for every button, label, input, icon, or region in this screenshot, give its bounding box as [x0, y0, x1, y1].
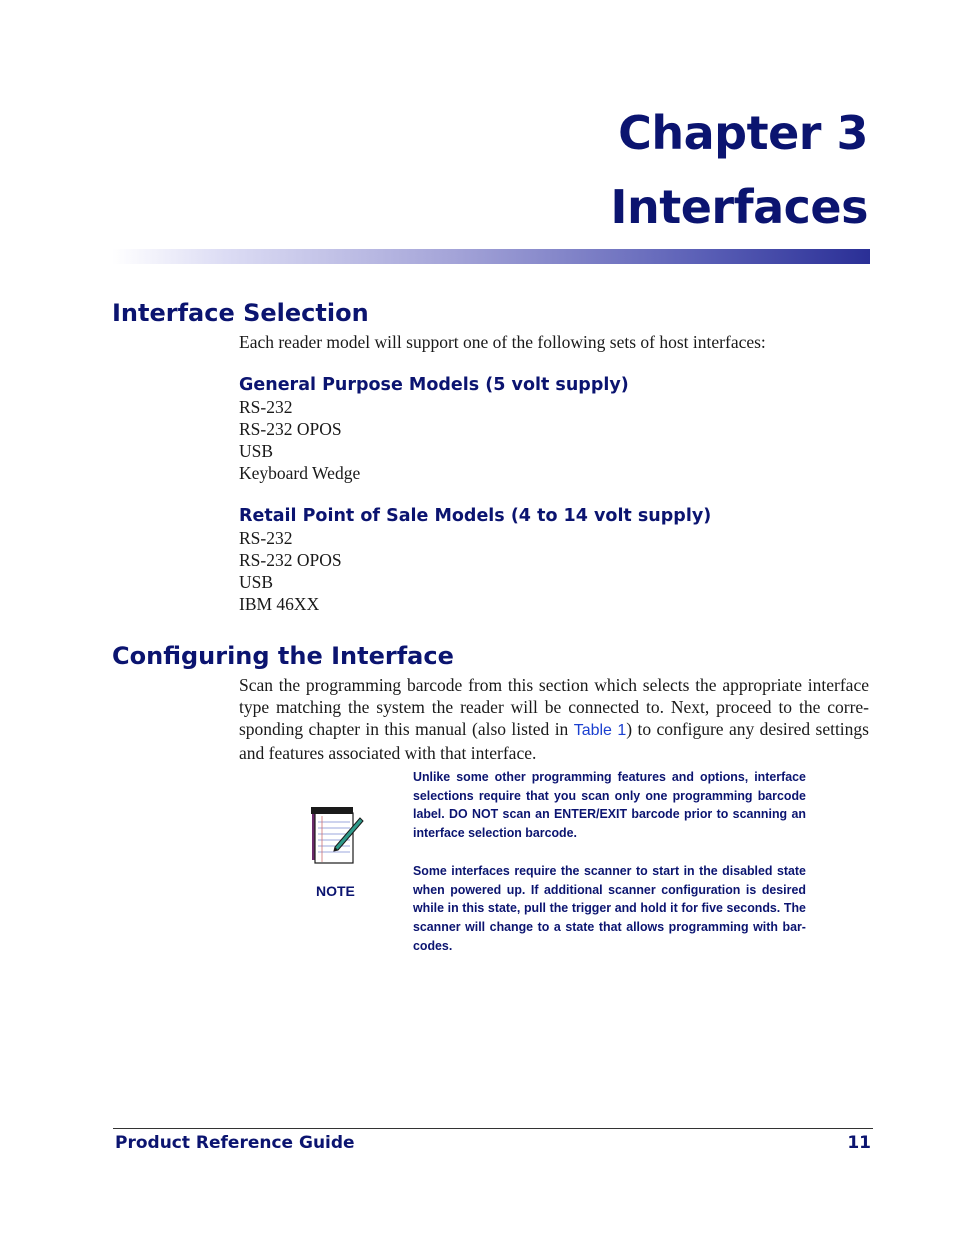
list-item: USB — [239, 441, 274, 461]
list-item: RS-232 — [239, 397, 293, 417]
chapter-banner — [112, 249, 870, 264]
chapter-name: Interfaces — [610, 180, 868, 234]
notepad-pen-icon — [306, 804, 364, 864]
footer-guide-title: Product Reference Guide — [115, 1133, 355, 1153]
configuring-text-after-link: ) to configure any desired settings and features associated with that interface. — [239, 719, 869, 763]
table-1-link[interactable]: Table 1 — [573, 722, 627, 739]
note-paragraph-1: Unlike some other programming features and options, interface selections require that you scan only one programming barcode label. DO NOT scan an ENTER/EXIT barcode prior to scanning an interface selection barcode. — [413, 769, 806, 841]
list-item: RS-232 OPOS — [239, 550, 342, 570]
chapter-title — [610, 96, 868, 244]
group-heading-retail-pos: Retail Point of Sale Models (4 to 14 volt supply) — [239, 506, 712, 526]
section-heading-interface-selection: Interface Selection — [112, 299, 369, 327]
list-item: IBM 46XX — [239, 594, 320, 614]
list-item: USB — [239, 572, 274, 592]
chapter-number: Chapter 3 — [618, 106, 868, 160]
footer-rule — [113, 1128, 873, 1129]
configuring-paragraph — [239, 674, 869, 764]
list-item: RS-232 — [239, 528, 293, 548]
general-purpose-interface-list — [239, 396, 360, 484]
interface-selection-intro: Each reader model will support one of the following sets of host interfaces: — [239, 332, 766, 352]
retail-pos-interface-list — [239, 527, 342, 615]
note-paragraph-2: Some interfaces require the scanner to start in the disabled state when powered up. If additional scanner configuration is desired while in this state, pull the trigger and hold it for five seconds. The scanner will change to a state that allows programming with bar-codes. — [413, 863, 806, 953]
section-heading-configuring: Configuring the Interface — [112, 642, 454, 670]
note-label: NOTE — [316, 883, 355, 899]
list-item: RS-232 OPOS — [239, 419, 342, 439]
configuring-text-before-link: Scan the programming barcode from this section which selects the appropriate interface type matching the system the reader will be connected to. Next, proceed to the corre-sponding chapter in this manual (also listed in — [239, 675, 869, 739]
list-item: Keyboard Wedge — [239, 463, 361, 483]
group-heading-general-purpose: General Purpose Models (5 volt supply) — [239, 375, 629, 395]
footer-page-number: 11 — [847, 1133, 871, 1153]
